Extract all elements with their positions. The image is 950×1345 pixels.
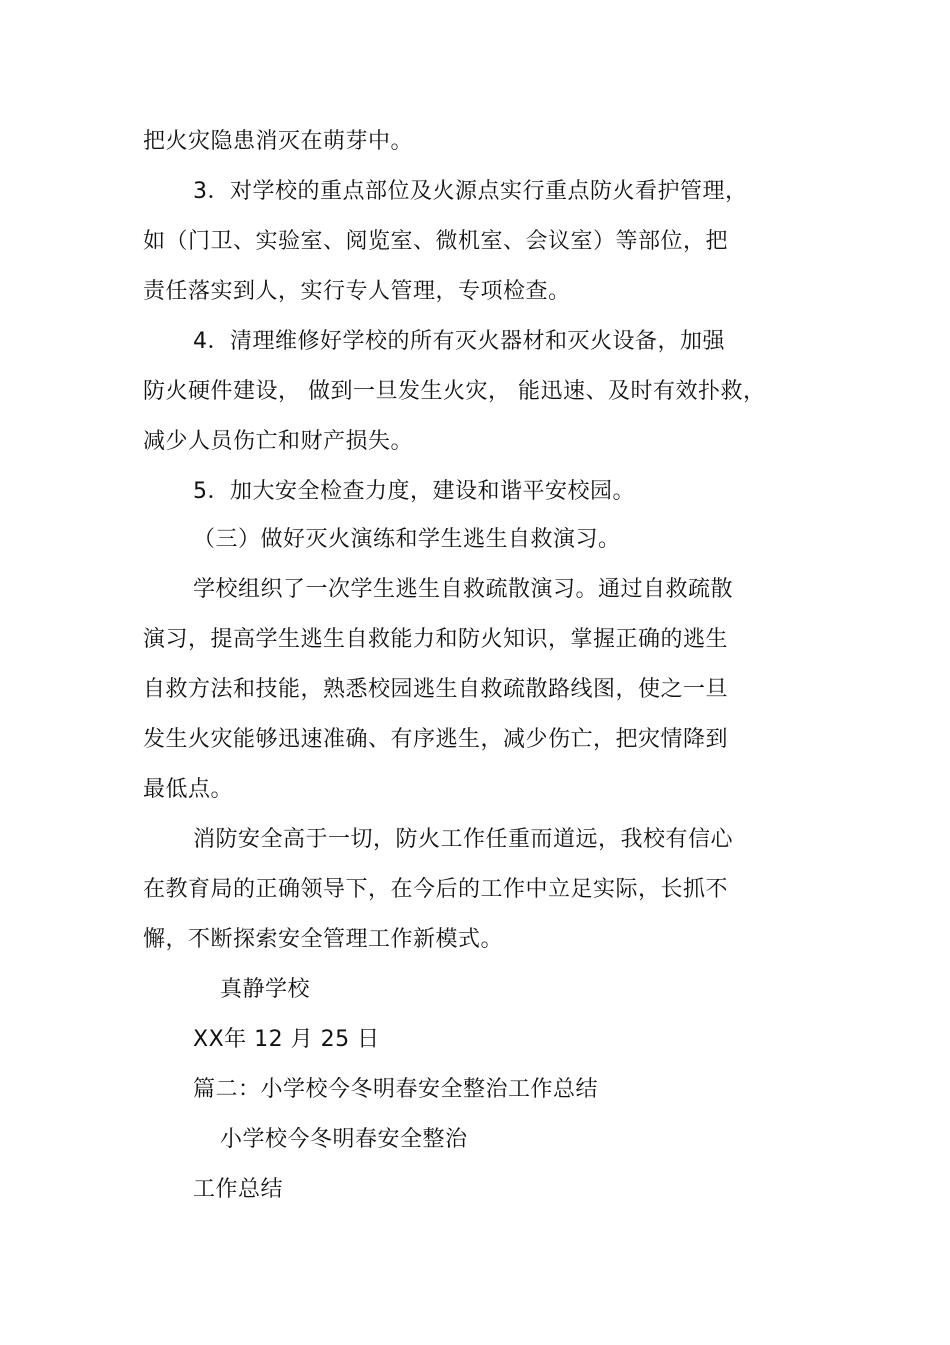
text-line: 懈，不断探索安全管理工作新模式。 [143, 927, 504, 952]
text-line: 自救方法和技能，熟悉校园逃生自救疏散路线图，使之一旦 [143, 677, 729, 702]
text-line: 学校组织了一次学生逃生自救疏散演习。通过自救疏散 [193, 577, 734, 602]
text-line: 责任落实到人，实行专人管理，专项检查。 [143, 279, 571, 304]
text-line: 在教育局的正确领导下，在今后的工作中立足实际，长抓不 [143, 877, 729, 902]
text-line: 如（门卫、实验室、阅览室、微机室、会议室）等部位，把 [143, 229, 729, 254]
text-line: 演习，提高学生逃生自救能力和防火知识，掌握正确的逃生 [143, 627, 729, 652]
text-line: 5．加大安全检查力度，建设和谐平安校园。 [193, 479, 635, 504]
signature-date: XX年 12 月 25 日 [193, 1027, 380, 1052]
text-line: 把火灾隐患消灭在萌芽中。 [143, 129, 414, 154]
text-line: 防火硬件建设， 做到一旦发生火灾， 能迅速、及时有效扑救， [143, 379, 766, 404]
text-line: 最低点。 [143, 777, 234, 802]
text-line: 3．对学校的重点部位及火源点实行重点防火看护管理， [193, 179, 748, 204]
text-line: 减少人员伤亡和财产损失。 [143, 429, 414, 454]
part-heading: 篇二：小学校今冬明春安全整治工作总结 [193, 1077, 599, 1102]
section-heading: （三）做好灭火演练和学生逃生自救演习。 [193, 527, 621, 552]
text-line: 发生火灾能够迅速准确、有序逃生，减少伤亡，把灾情降到 [143, 727, 729, 752]
text-line: 4．清理维修好学校的所有灭火器材和灭火设备，加强 [193, 329, 725, 354]
document-title: 小学校今冬明春安全整治 [220, 1127, 468, 1152]
document-title-continued: 工作总结 [193, 1177, 284, 1202]
signature-school: 真静学校 [220, 977, 311, 1002]
text-line: 消防安全高于一切，防火工作任重而道远，我校有信心 [193, 827, 734, 852]
